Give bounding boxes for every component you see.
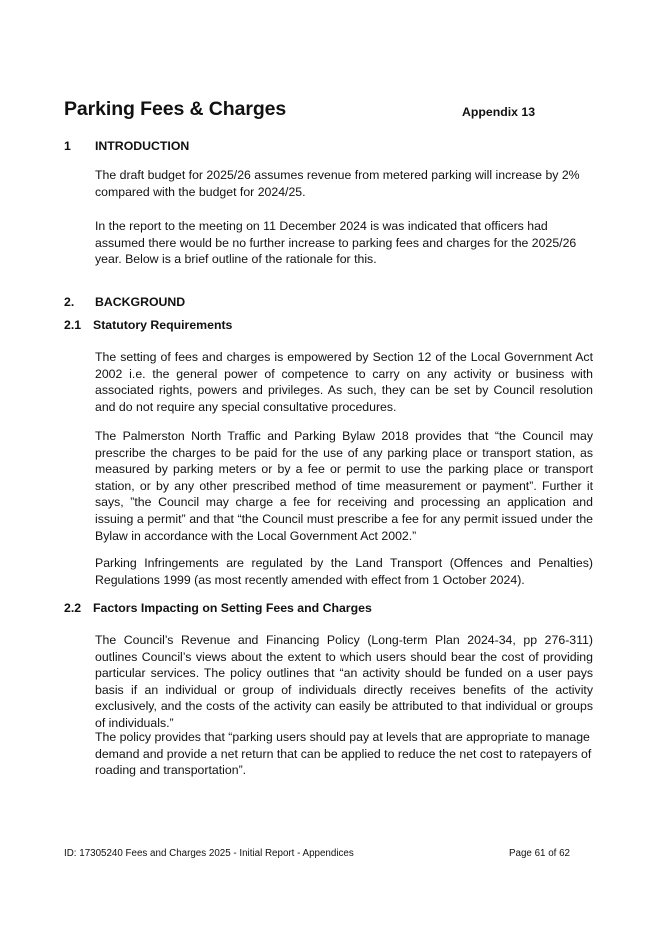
appendix-label: Appendix 13 <box>462 105 536 119</box>
page-title: Parking Fees & Charges <box>64 98 287 120</box>
section-title: BACKGROUND <box>95 295 186 309</box>
intro-paragraph-2: In the report to the meeting on 11 December 2024 is was indicated that officers had assumed there would be no further increase to parking fees and charges for the 2025/26 year. Below is a brief outline of the rationale for this. <box>95 219 577 267</box>
footer-page-number: Page 61 of 62 <box>509 848 571 859</box>
section-number: 1 <box>64 139 71 153</box>
section-number: 2. <box>64 295 75 309</box>
statutory-paragraph-1: The setting of fees and charges is empowered by Section 12 of the Local Government Act 2002 i.e. the general power of competence to carry on any activity or business with associated rights, powers and privileges. As such, they can be set by Council resolution and do not require any special consultative procedures. <box>95 350 593 414</box>
factors-paragraph-1: The Council’s Revenue and Financing Policy (Long-term Plan 2024-34, pp 276-311) outlines Council’s views about the extent to which users should bear the cost of providing particular services. The policy outlines that “an activity should be funded on a user pays basis if an individual or group of individuals directly receives benefits of the activity exclusively, and the costs of the activity can easily be attributed to that individual or groups of individuals.” <box>95 633 593 730</box>
section-number: 2.2 <box>64 601 82 615</box>
section-title: INTRODUCTION <box>95 139 190 153</box>
factors-paragraph-2: The policy provides that “parking users should pay at levels that are appropriate to manage demand and provide a net return that can be applied to reduce the net cost to ratepayers of roading and transportation”. <box>95 730 592 778</box>
title-row <box>64 98 564 126</box>
section-number: 2.1 <box>64 318 82 332</box>
statutory-paragraph-2: The Palmerston North Traffic and Parking Bylaw 2018 provides that “the Council may prescribe the charges to be paid for the use of any parking place or transport station, as measured by parking meters or by a fee or permit to use the parking place or transport station, or by any other prescribed method of time measurement or payment”. Further it says, ”the Council may charge a fee for receiving and processing an application and issuing a permit” and that “the Council must prescribe a fee for any permit issued under the Bylaw in accordance with the Local Government Act 2002.” <box>95 429 593 543</box>
intro-paragraph-1: The draft budget for 2025/26 assumes revenue from metered parking will increase by 2% compared with the budget for 2024/25. <box>95 168 580 199</box>
section-title: Factors Impacting on Setting Fees and Charges <box>93 601 372 615</box>
footer-document-id: ID: 17305240 Fees and Charges 2025 - Initial Report - Appendices <box>64 848 354 859</box>
statutory-paragraph-3: Parking Infringements are regulated by the Land Transport (Offences and Penalties) Regulations 1999 (as most recently amended with effect from 1 October 2024). <box>95 556 593 587</box>
section-title: Statutory Requirements <box>93 318 233 332</box>
